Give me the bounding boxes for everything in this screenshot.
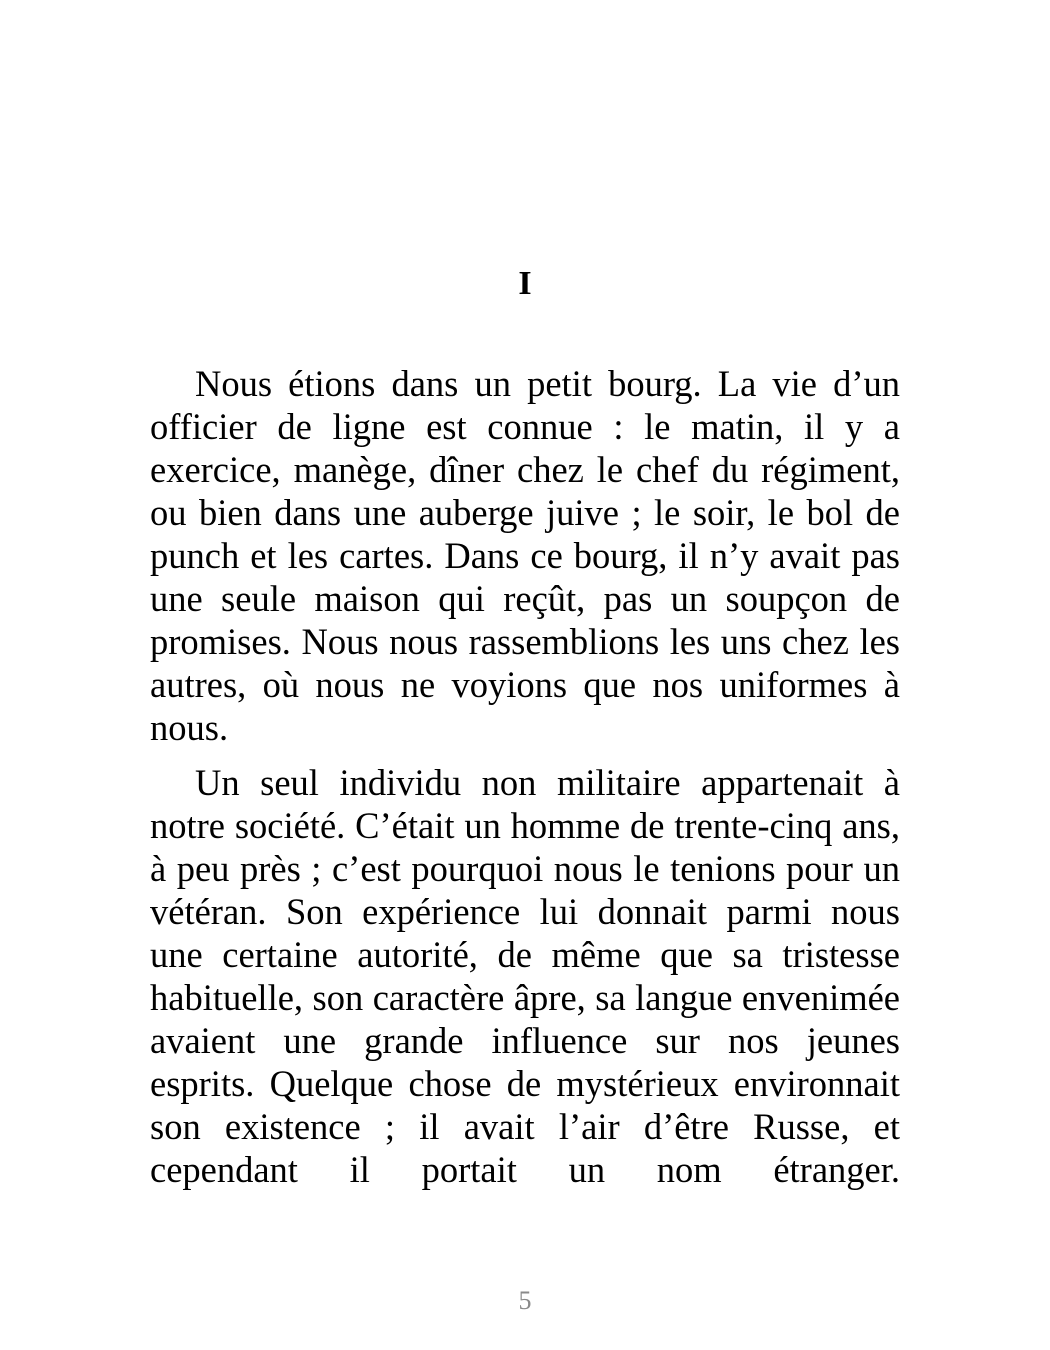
chapter-body [150, 362, 900, 1203]
page-number: 5 [518, 1286, 532, 1315]
paragraph: Nous étions dans un petit bourg. La vie d’un officier de ligne est connue : le matin, il y a exercice, manège, dîner chez le chef du régiment, ou bien dans une auberge juive ; le soir, le bol de punch et les cartes. Dans ce bourg, il n’y avait pas une seule maison qui reçût, pas un soupçon de promises. Nous nous rassemblions les uns chez les autres, où nous ne voyions que nos uniformes à nous. [150, 363, 900, 748]
paragraph: Un seul individu non militaire appartenait à notre société. C’était un homme de trente-cinq ans, à peu près ; c’est pourquoi nous le tenions pour un vétéran. Son expérience lui donnait parmi nous une certaine autorité, de même que sa tristesse habituelle, son caractère âpre, sa langue envenimée avaient une grande influence sur nos jeunes esprits. Quelque chose de mystérieux environnait son existence ; il avait l’air d’être Russe, et cependant il portait un nom étranger. [150, 762, 900, 1190]
chapter-title: I [518, 265, 532, 302]
